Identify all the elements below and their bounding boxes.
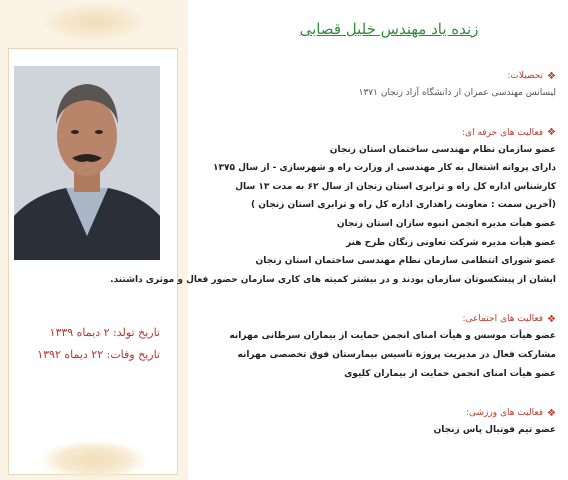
list-item: عضو هیأت موسس و هیأت امنای انجمن حمایت از بیماران سرطانی مهرانه xyxy=(229,331,556,342)
list-item: عضو هیأت مدیره انجمن انبوه سازان استان زنجان xyxy=(336,218,556,229)
portrait-photo xyxy=(14,66,160,260)
education-heading: ❖ تحصیلات: xyxy=(507,70,556,82)
list-item: دارای پروانه اشتغال به کار مهندسی از وزارت راه و شهرسازی - از سال ۱۳۷۵ xyxy=(212,163,556,174)
sports-heading: ❖ فعالیت های ورزشی: xyxy=(465,407,556,419)
diamond-bullet-icon: ❖ xyxy=(547,70,556,82)
list-item: عضو شورای انتظامی سازمان نظام مهندسی ساختمان استان زنجان xyxy=(255,256,556,267)
diamond-bullet-icon: ❖ xyxy=(547,313,556,325)
professional-heading: ❖ فعالیت های حرفه ای: xyxy=(462,127,556,139)
list-item: (آخرین سمت : معاونت راهداری اداره کل راه و ترابری استان زنجان ) xyxy=(250,200,556,211)
list-item: عضو هیأت مدیره شرکت تعاونی زنگان طرح هنر xyxy=(345,237,556,248)
list-item: کارشناس اداره کل راه و ترابری استان زنجان از سال ۶۲ به مدت ۱۳ سال xyxy=(235,181,556,192)
social-heading: ❖ فعالیت های اجتماعی: xyxy=(462,313,556,325)
death-date: تاریخ وفات: ۲۲ دیماه ۱۳۹۲ xyxy=(37,348,160,361)
page-title: زنده یاد مهندس خلیل قصابی xyxy=(299,20,479,38)
frame-ornament-bottom xyxy=(40,440,148,480)
biography-content xyxy=(110,62,556,440)
list-item: عضو تیم فوتبال پاس زنجان xyxy=(433,425,556,436)
memorial-dates xyxy=(26,322,160,366)
education-item: لیسانس مهندسی عمران از دانشگاه آزاد زنجان ۱۳۷۱ xyxy=(358,88,556,98)
list-item: عضو سازمان نظام مهندسی ساختمان استان زنجان xyxy=(329,144,556,155)
list-item: عضو هیأت امنای انجمن حمایت از بیماران کلیوی xyxy=(344,368,556,379)
list-item: ایشان از پیشکسوتان سازمان بودند و در بیشتر کمیته های کاری سازمان حضور فعال و موثری داشتند. xyxy=(110,274,556,285)
birth-date: تاریخ تولد: ۲ دیماه ۱۳۳۹ xyxy=(49,326,160,339)
list-item: مشارکت فعال در مدیریت پروژه تاسیس بیمارستان فوق تخصصی مهرانه xyxy=(237,349,556,360)
diamond-bullet-icon: ❖ xyxy=(547,407,556,419)
frame-ornament-top xyxy=(40,2,148,42)
diamond-bullet-icon: ❖ xyxy=(547,127,556,139)
